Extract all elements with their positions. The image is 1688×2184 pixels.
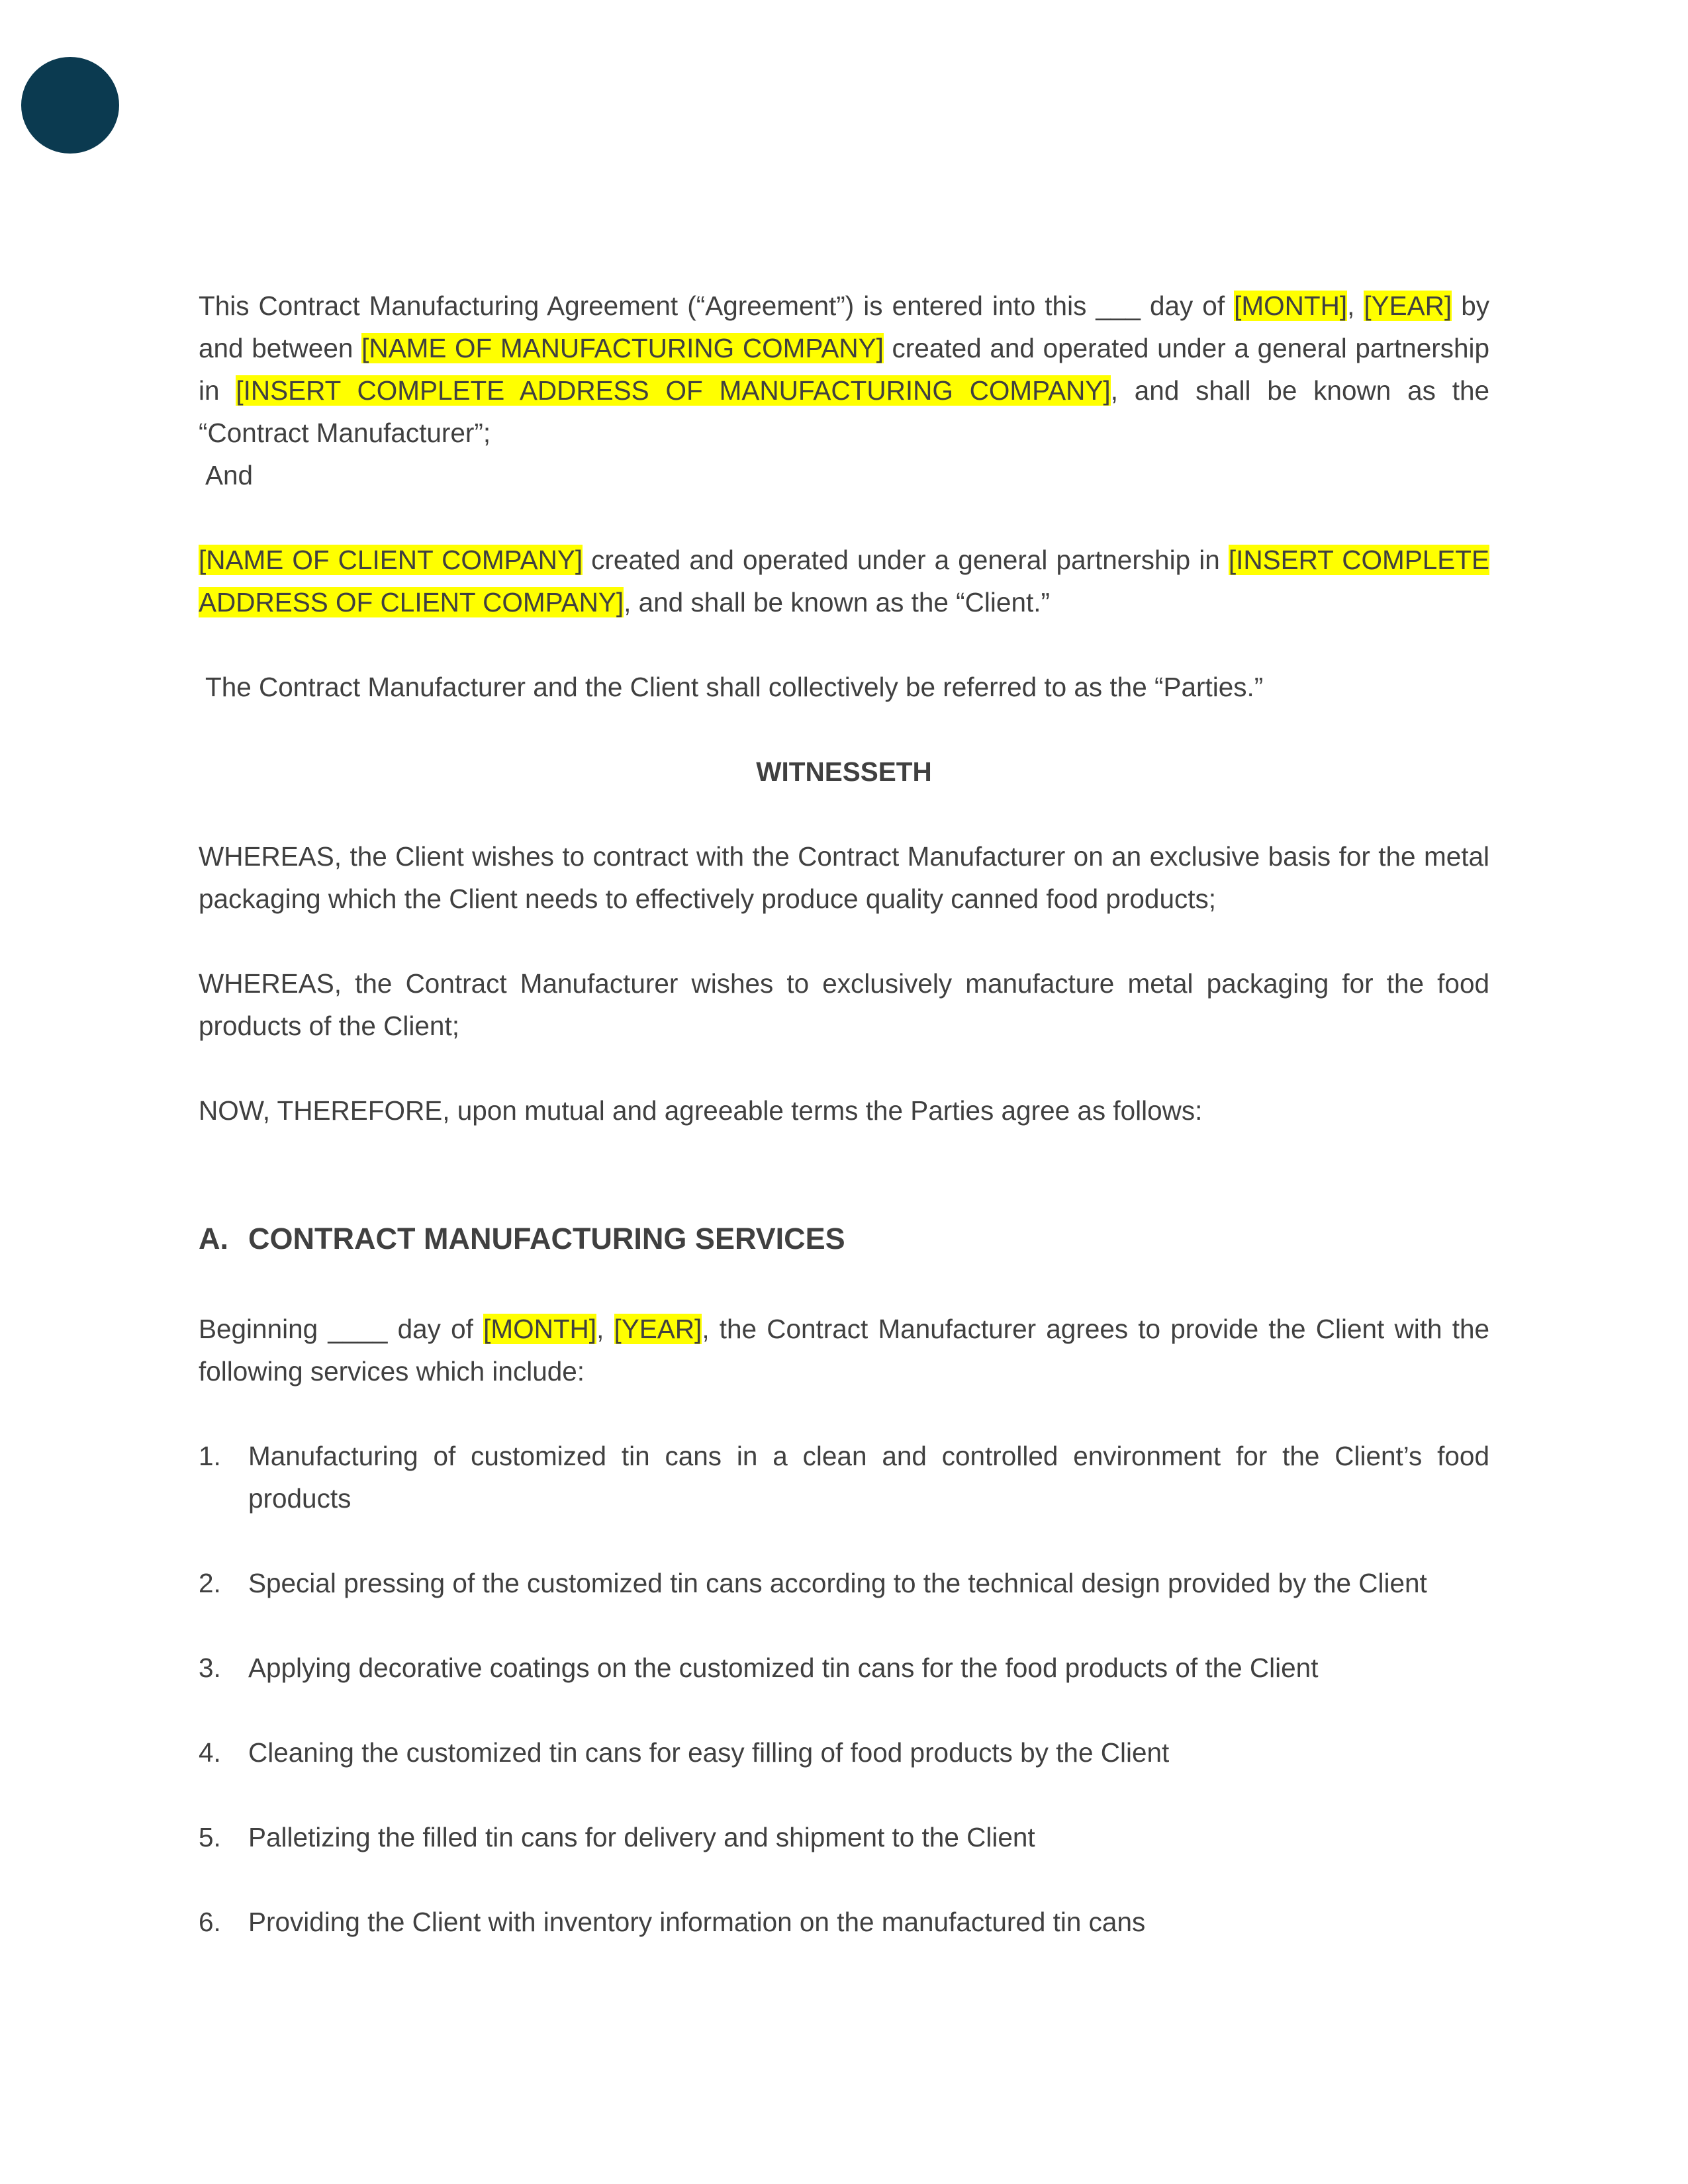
logo-circle: [21, 57, 119, 154]
client-text: created and operated under a general partnership in: [583, 545, 1229, 575]
list-text: Applying decorative coatings on the customized tin cans for the food products of the Client: [248, 1653, 1319, 1683]
list-number: 5.: [199, 1822, 221, 1852]
section-a-intro: [199, 1308, 1489, 1392]
separator-text: ,: [596, 1314, 614, 1344]
section-intro-text: , the Contract Manufacturer agrees to provide the Client with the following services which include:: [199, 1314, 1490, 1387]
list-number: 3.: [199, 1653, 221, 1683]
client-name-placeholder: [NAME OF CLIENT COMPANY]: [199, 545, 583, 575]
list-item: [199, 1731, 1489, 1774]
list-item: [199, 1816, 1489, 1858]
manufacturer-address-placeholder: [INSERT COMPLETE ADDRESS OF MANUFACTURING COMPANY]: [236, 375, 1111, 406]
intro-text: by and between: [199, 291, 1489, 363]
list-text: Manufacturing of customized tin cans in a clean and controlled environment for the Client’s food products: [248, 1441, 1489, 1514]
witnesseth-heading: WITNESSETH: [756, 756, 932, 787]
intro-text: , and shall be known as the “Contract Manufacturer”;: [199, 375, 1489, 448]
now-therefore-paragraph: NOW, THEREFORE, upon mutual and agreeable terms the Parties agree as follows:: [199, 1095, 1203, 1126]
year-placeholder: [YEAR]: [614, 1314, 702, 1344]
section-intro-text: Beginning ____ day of: [199, 1314, 484, 1344]
section-title: CONTRACT MANUFACTURING SERVICES: [248, 1222, 845, 1255]
list-item: [199, 1647, 1489, 1689]
intro-paragraph: [199, 285, 1489, 454]
manufacturer-name-placeholder: [NAME OF MANUFACTURING COMPANY]: [361, 333, 884, 363]
year-placeholder: [YEAR]: [1364, 291, 1452, 321]
services-list: [199, 1435, 1489, 1943]
client-paragraph: [199, 539, 1489, 623]
list-item: [199, 1562, 1489, 1604]
list-number: 2.: [199, 1568, 221, 1598]
list-number: 4.: [199, 1737, 221, 1768]
client-text: , and shall be known as the “Client.”: [624, 587, 1050, 617]
intro-text: This Contract Manufacturing Agreement (“Agreement”) is entered into this ___ day of: [199, 291, 1235, 321]
month-placeholder: [MONTH]: [1234, 291, 1348, 321]
list-text: Palletizing the filled tin cans for delivery and shipment to the Client: [248, 1822, 1035, 1852]
month-placeholder: [MONTH]: [483, 1314, 597, 1344]
list-text: Cleaning the customized tin cans for easy filling of food products by the Client: [248, 1737, 1170, 1768]
list-item: [199, 1435, 1489, 1520]
list-number: 1.: [199, 1441, 221, 1471]
list-text: Special pressing of the customized tin cans according to the technical design provided by the Client: [248, 1568, 1427, 1598]
whereas-paragraph-1: WHEREAS, the Client wishes to contract with the Contract Manufacturer on an exclusive basis for the metal packaging which the Client needs to effectively produce quality canned food products;: [199, 841, 1489, 914]
separator-text: ,: [1347, 291, 1364, 321]
list-number: 6.: [199, 1907, 221, 1937]
parties-paragraph: The Contract Manufacturer and the Client shall collectively be referred to as the “Parties.”: [205, 672, 1264, 702]
section-a-heading: [199, 1218, 1489, 1260]
document-body: [199, 285, 1489, 1985]
and-line: And: [205, 460, 254, 490]
list-item: [199, 1901, 1489, 1943]
whereas-paragraph-2: WHEREAS, the Contract Manufacturer wishes to exclusively manufacture metal packaging for the food products of the Client;: [199, 968, 1489, 1041]
list-text: Providing the Client with inventory information on the manufactured tin cans: [248, 1907, 1146, 1937]
section-letter: A.: [199, 1222, 228, 1255]
client-address-placeholder: [INSERT COMPLETE ADDRESS OF CLIENT COMPANY]: [199, 545, 1489, 617]
intro-text: created and operated under a general partnership in: [199, 333, 1490, 406]
